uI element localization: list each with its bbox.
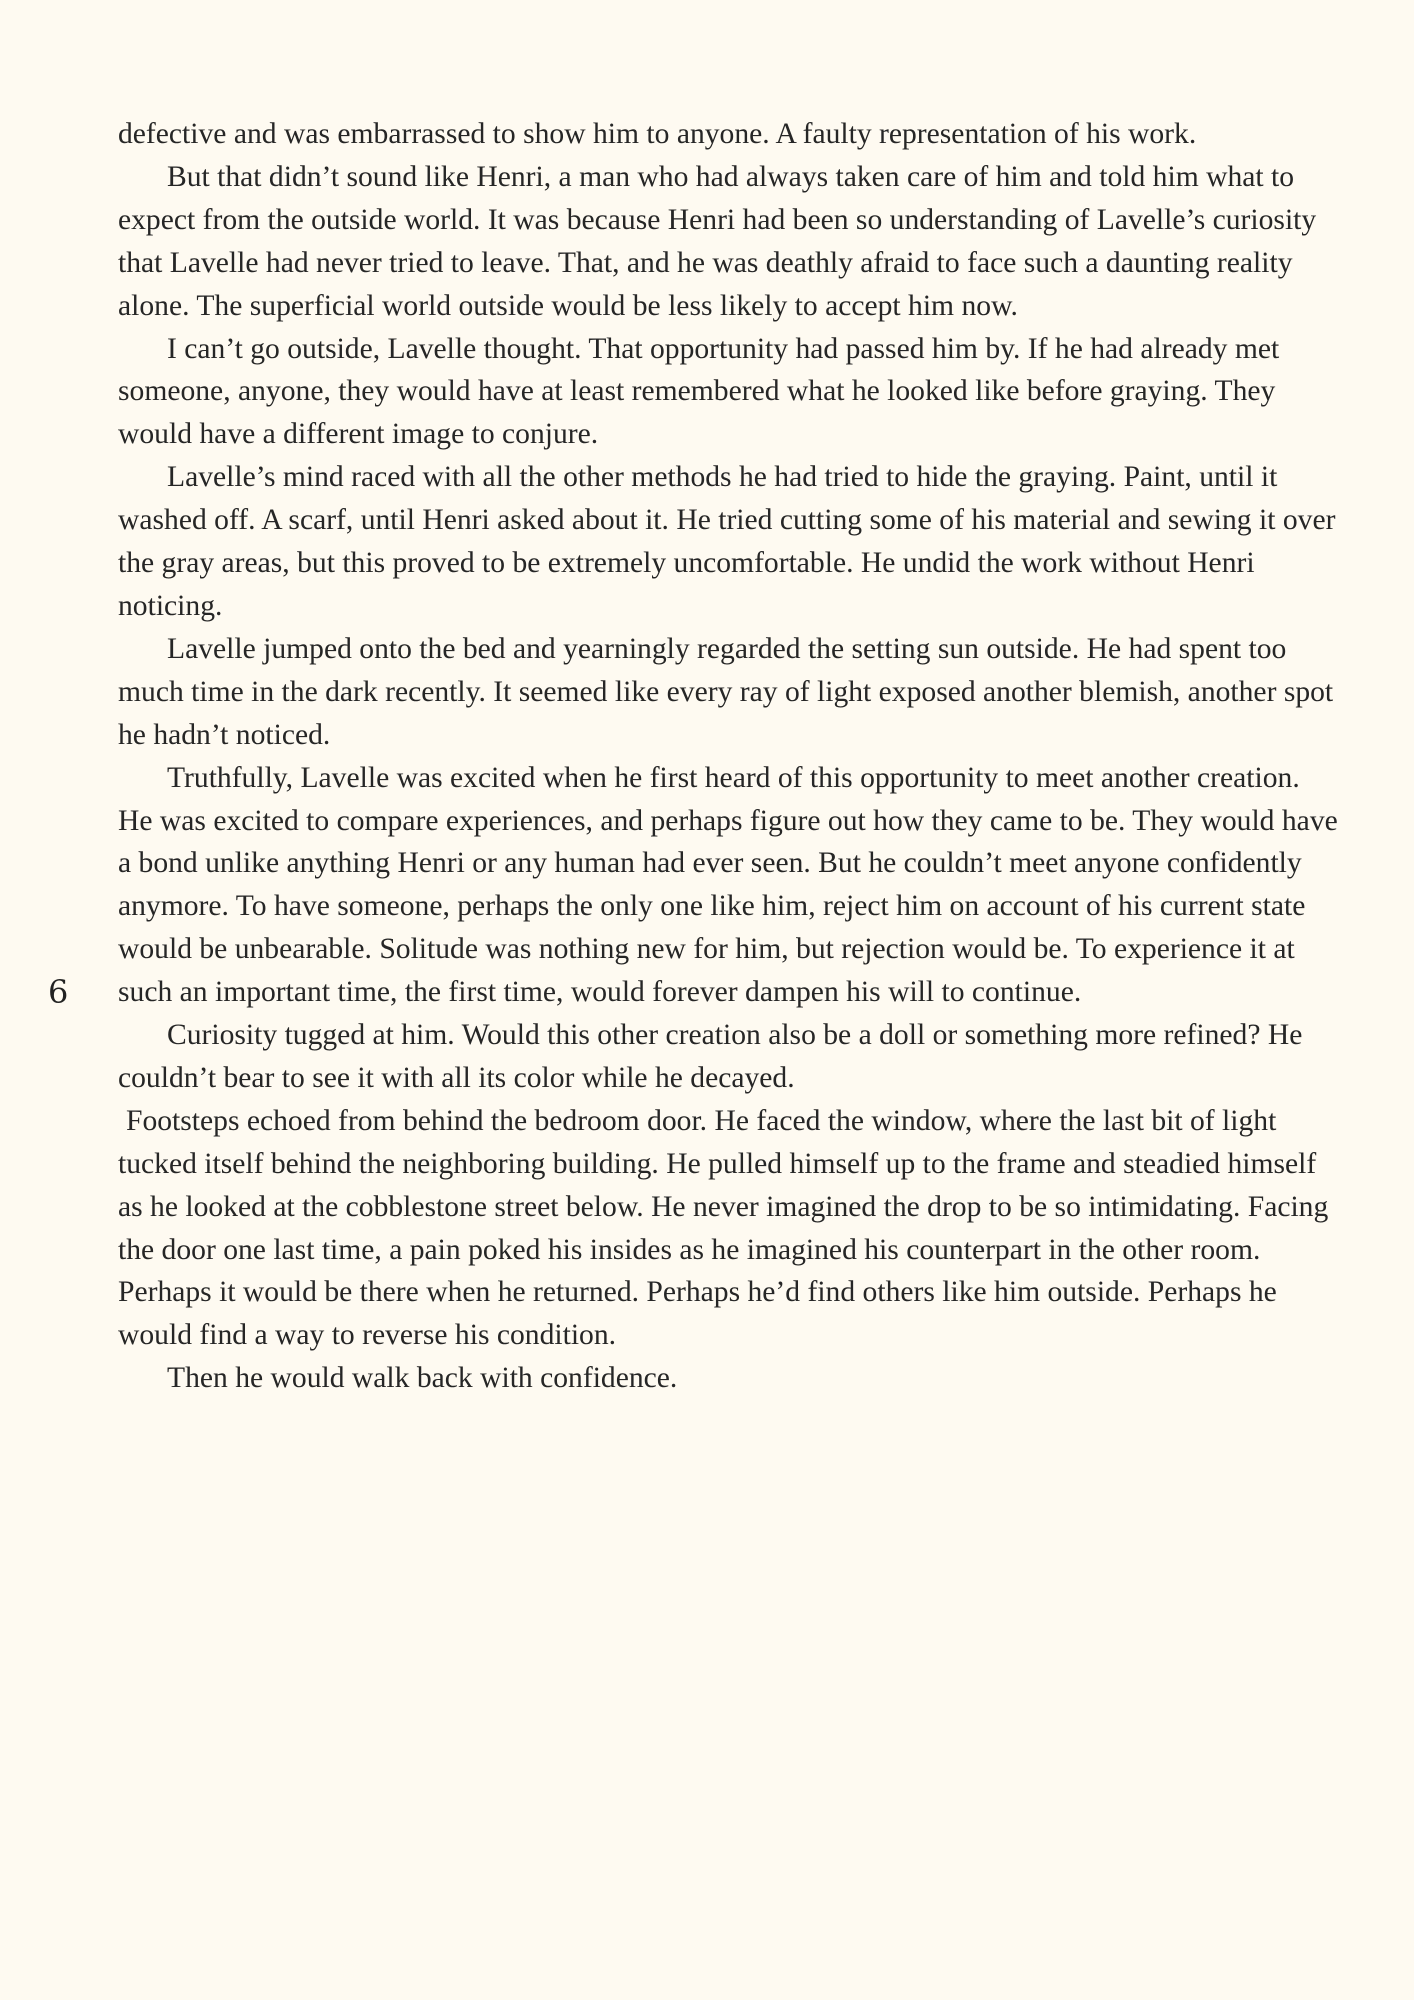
page-number: 6 xyxy=(48,973,69,1011)
paragraph-9: Then he would walk back with confidence. xyxy=(167,1362,678,1395)
paragraph-5: Lavelle jumped onto the bed and yearningly regarded the setting sun outside. He had spent too much time in the dark recently. It seemed like every ray of light exposed another blemish, another spot he hadn’t noticed. xyxy=(118,632,1334,751)
paragraph-7: Curiosity tugged at him. Would this other creation also be a doll or something more refined? He couldn’t bear to see it with all its color while he decayed. xyxy=(118,1019,1303,1094)
paragraph-4: Lavelle’s mind raced with all the other methods he had tried to hide the graying. Paint, until it washed off. A scarf, until Henri asked about it. He tried cutting some of his material and sewing it over the gray areas, but this proved to be extremely uncomfortable. He undid the work without Henri noticing. xyxy=(118,461,1336,622)
paragraph-6: Truthfully, Lavelle was excited when he first heard of this opportunity to meet another creation. He was excited to compare experiences, and perhaps figure out how they came to be. They would have a bond unlike anything Henri or any human had ever seen. But he couldn’t meet anyone confidently anymore. To have someone, perhaps the only one like him, reject him on account of his current state would be unbearable. Solitude was nothing new for him, but rejection would be. To experience it at such an important time, the first time, would forever dampen his will to continue. xyxy=(118,761,1338,1009)
paragraph-2: But that didn’t sound like Henri, a man who had always taken care of him and told him what to expect from the outside world. It was because Henri had been so understanding of Lavelle’s curiosity that Lavelle had never tried to leave. That, and he was deathly afraid to face such a daunting reality alone. The superficial world outside would be less likely to accept him now. xyxy=(118,160,1317,322)
paragraph-8: Footsteps echoed from behind the bedroom door. He faced the window, where the last bit of light tucked itself behind the neighboring building. He pulled himself up to the frame and steadied himself as he looked at the cobblestone street below. He never imagined the drop to be so intimidating. Facing the door one last time, a pain poked his insides as he imagined his counterpart in the other room. Perhaps it would be there when he returned. Perhaps he’d find others like him outside. Perhaps he would find a way to reverse his condition. xyxy=(118,1104,1329,1352)
paragraph-3: I can’t go outside, Lavelle thought. That opportunity had passed him by. If he had already met someone, anyone, they would have at least remembered what he looked like before graying. They would have a different image to conjure. xyxy=(118,332,1280,451)
body-text xyxy=(118,113,1338,1400)
paragraph-1: defective and was embarrassed to show him to anyone. A faulty representation of his work. xyxy=(118,118,1197,150)
